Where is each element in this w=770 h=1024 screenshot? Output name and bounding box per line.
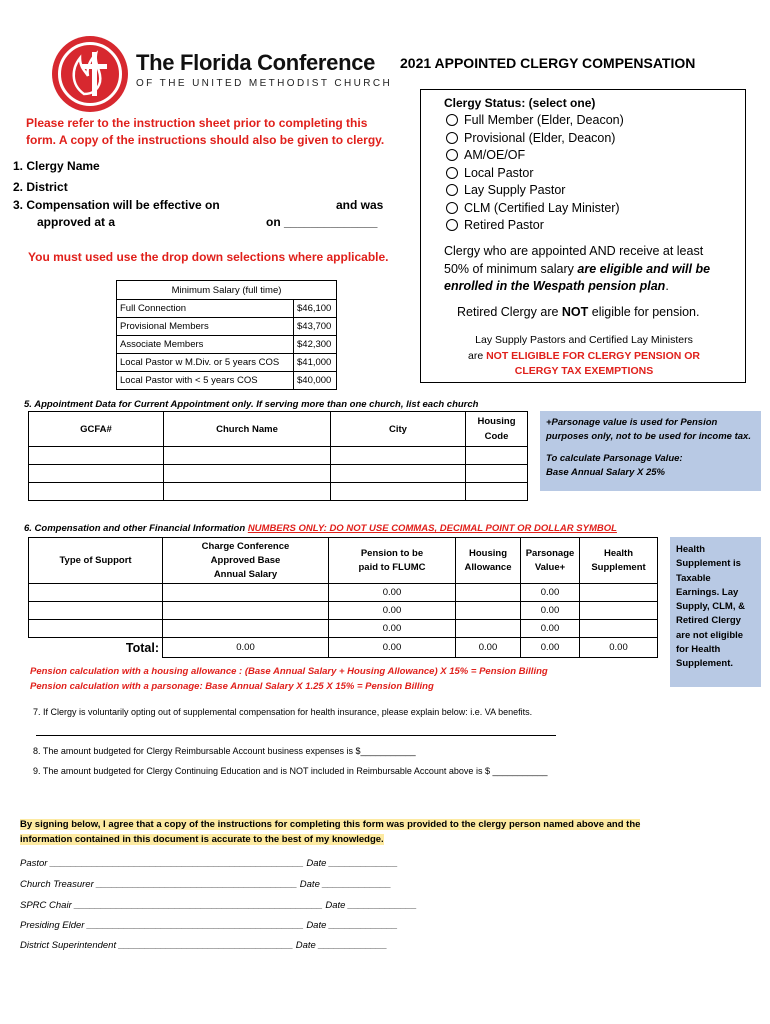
option-label: Full Member (Elder, Deacon) — [464, 113, 624, 127]
table-row — [117, 354, 337, 372]
note-line: Lay Supply Pastors and Certified Lay Ministers — [475, 334, 693, 346]
min-salary-header: Minimum Salary (full time) — [117, 281, 337, 300]
note-emph: are eligible and will be — [577, 261, 711, 276]
status-option-provisional[interactable] — [446, 131, 624, 149]
col-gcfa: GCFA# — [29, 412, 164, 447]
church-input[interactable] — [164, 483, 331, 501]
clergy-name-label: 1. Clergy Name — [13, 159, 100, 173]
salary-label: Local Pastor with < 5 years COS — [117, 372, 294, 390]
note-line — [444, 278, 744, 296]
pension-value: 0.00 — [329, 620, 456, 638]
radio-icon[interactable] — [446, 219, 458, 231]
health-input[interactable] — [580, 584, 658, 602]
salary-label: Full Connection — [117, 300, 294, 318]
col-health-b: Supplement — [591, 561, 646, 573]
compensation-table — [28, 537, 658, 658]
health-input[interactable] — [580, 602, 658, 620]
note-line: Clergy who are appointed AND receive at least — [444, 244, 704, 258]
note-emph: enrolled in the Wespath pension plan — [444, 279, 666, 293]
housing-input[interactable] — [456, 602, 521, 620]
total-parsonage: 0.00 — [521, 638, 580, 658]
compensation-heading — [24, 523, 617, 534]
city-input[interactable] — [331, 447, 466, 465]
table-row — [117, 300, 337, 318]
health-input[interactable] — [580, 620, 658, 638]
question-7-input[interactable] — [36, 735, 556, 736]
total-health: 0.00 — [580, 638, 658, 658]
parsonage-value: 0.00 — [521, 602, 580, 620]
support-type-select[interactable] — [29, 584, 163, 602]
note-text: are — [467, 349, 487, 362]
table-row[interactable] — [29, 584, 658, 602]
question-8[interactable]: 8. The amount budgeted for Clergy Reimbursable Account business expenses is $___________ — [33, 746, 416, 756]
appointment-heading: 5. Appointment Data for Current Appointment only. If serving more than one church, list each church — [24, 399, 479, 410]
radio-icon[interactable] — [446, 184, 458, 196]
pension-calc-parsonage: Pension calculation with a parsonage: Base Annual Salary X 1.25 X 15% = Pension Billing — [30, 681, 434, 692]
col-housing — [456, 538, 521, 584]
salary-value: $40,000 — [294, 372, 337, 390]
salary-input[interactable] — [163, 602, 329, 620]
col-city: City — [331, 412, 466, 447]
statement-line: information contained in this document is accurate to the best of my knowledge. — [20, 834, 384, 845]
radio-icon[interactable] — [446, 167, 458, 179]
table-row[interactable] — [29, 447, 528, 465]
district-label: 2. District — [13, 180, 68, 194]
support-type-select[interactable] — [29, 620, 163, 638]
status-option-lay-supply[interactable] — [446, 183, 624, 201]
pension-eligibility-note — [444, 243, 744, 296]
radio-icon[interactable] — [446, 132, 458, 144]
question-7: 7. If Clergy is voluntarily opting out of supplemental compensation for health insurance, please explain below: i.e. VA benefits. — [33, 707, 533, 717]
pension-value: 0.00 — [329, 602, 456, 620]
col-housing-code — [466, 412, 528, 447]
city-input[interactable] — [331, 465, 466, 483]
lay-supply-note — [428, 333, 740, 380]
statement-line: By signing below, I agree that a copy of the instructions for completing this form was provided to the clergy person named above and the — [20, 819, 641, 830]
status-heading: Clergy Status: (select one) — [444, 96, 596, 110]
note-line — [428, 349, 740, 365]
option-label: AM/OE/OF — [464, 148, 526, 162]
dropdown-note: You must used use the drop down selections where applicable. — [28, 250, 389, 264]
option-label: Provisional (Elder, Deacon) — [464, 130, 616, 145]
note-text: 50% of minimum salary — [444, 261, 578, 276]
housing-code-select[interactable] — [466, 483, 528, 501]
note-text: eligible for pension. — [588, 305, 700, 319]
col-housing-code-b: Code — [484, 431, 509, 442]
and-was-label: and was — [336, 198, 384, 212]
parsonage-calc-b: Base Annual Salary X 25% — [546, 467, 665, 478]
status-option-full-member[interactable] — [446, 113, 624, 131]
approved-at-label: approved at a — [37, 215, 116, 229]
radio-icon[interactable] — [446, 114, 458, 126]
col-housing-b: Allowance — [464, 561, 512, 573]
table-row — [117, 318, 337, 336]
table-row[interactable] — [29, 465, 528, 483]
col-salary — [163, 538, 329, 584]
appointment-table — [28, 411, 528, 501]
org-name: The Florida Conference — [136, 50, 376, 75]
col-housing-a: Housing — [469, 547, 507, 559]
col-housing-code-a: Housing — [477, 416, 516, 427]
effective-date-label: 3. Compensation will be effective on — [13, 198, 220, 212]
church-input[interactable] — [164, 447, 331, 465]
housing-input[interactable] — [456, 620, 521, 638]
minimum-salary-table — [116, 280, 337, 390]
parsonage-value: 0.00 — [521, 584, 580, 602]
gcfa-input[interactable] — [29, 447, 164, 465]
housing-code-select[interactable] — [466, 447, 528, 465]
gcfa-input[interactable] — [29, 465, 164, 483]
signature-statement — [20, 817, 640, 847]
note-emph: NOT — [561, 305, 589, 319]
pastor-signature-line[interactable]: Pastor ________________________________________________ Date _____________ — [20, 858, 398, 869]
status-option-retired[interactable] — [446, 218, 624, 236]
note-emph: NOT ELIGIBLE FOR CLERGY PENSION OR — [486, 349, 700, 362]
instruction-line-2: form. A copy of the instructions should also be given to clergy. — [26, 133, 385, 147]
option-label: Local Pastor — [464, 165, 534, 180]
radio-icon[interactable] — [446, 149, 458, 161]
total-housing: 0.00 — [456, 638, 521, 658]
cross-and-flame-icon — [62, 46, 118, 102]
treasurer-signature-line[interactable]: Church Treasurer ______________________________________ Date _____________ — [20, 879, 392, 890]
instruction-line-1: Please refer to the instruction sheet prior to completing this — [26, 116, 368, 130]
salary-input[interactable] — [163, 584, 329, 602]
support-type-select[interactable] — [29, 602, 163, 620]
table-row[interactable] — [29, 602, 658, 620]
col-salary-a: Charge Conference — [201, 540, 290, 552]
table-row — [117, 372, 337, 390]
comp-heading-text: 6. Compensation and other Financial Information — [24, 523, 248, 534]
col-type: Type of Support — [29, 538, 163, 584]
col-pension-a: Pension to be — [360, 547, 424, 559]
table-row[interactable] — [29, 483, 528, 501]
org-subtitle: OF THE UNITED METHODIST CHURCH — [136, 78, 393, 89]
status-option-am-oe-of[interactable] — [446, 148, 624, 166]
col-pension-b: paid to FLUMC — [358, 561, 426, 573]
status-option-local-pastor[interactable] — [446, 166, 624, 184]
parsonage-note-box — [540, 411, 761, 491]
col-parsonage-a: Parsonage — [525, 547, 575, 559]
col-salary-b: Approved Base — [210, 554, 281, 566]
total-label: Total: — [125, 640, 159, 655]
status-options — [446, 113, 624, 236]
salary-value: $41,000 — [294, 354, 337, 372]
col-parsonage-b: Value+ — [534, 561, 566, 573]
total-pension: 0.00 — [329, 638, 456, 658]
option-label: Retired Pastor — [464, 218, 544, 232]
parsonage-calc-a: To calculate Parsonage Value: — [546, 453, 683, 464]
comp-heading-warning: NUMBERS ONLY: DO NOT USE COMMAS, DECIMAL POINT OR DOLLAR SYMBOL — [247, 523, 617, 534]
sprc-chair-signature-line[interactable]: SPRC Chair _______________________________________________ Date _____________ — [20, 900, 417, 911]
radio-icon[interactable] — [446, 202, 458, 214]
question-9[interactable]: 9. The amount budgeted for Clergy Continuing Education and is NOT included in Reimbursable Account above is $ ___________ — [33, 766, 548, 776]
pension-value: 0.00 — [329, 584, 456, 602]
status-option-clm[interactable] — [446, 201, 624, 219]
pension-calc-housing: Pension calculation with a housing allowance : (Base Annual Salary + Housing Allowance) X 15% = Pension Billing — [30, 666, 548, 677]
health-supplement-note: Health Supplement is Taxable Earnings. Lay Supply, CLM, & Retired Clergy are not eligible for Health Supplement. — [670, 537, 761, 687]
salary-label: Provisional Members — [117, 318, 294, 336]
note-text: . — [665, 279, 669, 293]
col-health — [580, 538, 658, 584]
parsonage-note: +Parsonage value is used for Pension purposes only, not to be used for income tax. — [546, 417, 751, 442]
retired-note — [457, 305, 699, 319]
option-label: CLM (Certified Lay Minister) — [464, 200, 620, 215]
note-text: Retired Clergy are — [457, 305, 562, 319]
salary-label: Local Pastor w M.Div. or 5 years COS — [117, 354, 294, 372]
approved-on-field[interactable]: on ______________ — [266, 215, 378, 229]
col-pension — [329, 538, 456, 584]
col-parsonage — [521, 538, 580, 584]
col-health-a: Health — [603, 547, 634, 559]
parsonage-calc — [540, 444, 761, 480]
option-label: Lay Supply Pastor — [464, 183, 566, 197]
note-line — [444, 261, 744, 279]
city-input[interactable] — [331, 483, 466, 501]
total-row — [29, 638, 658, 658]
salary-value: $43,700 — [294, 318, 337, 336]
church-input[interactable] — [164, 465, 331, 483]
total-salary: 0.00 — [163, 638, 329, 658]
parsonage-value: 0.00 — [521, 620, 580, 638]
note-line: CLERGY TAX EXEMPTIONS — [514, 365, 654, 377]
col-church-name: Church Name — [164, 412, 331, 447]
salary-value: $42,300 — [294, 336, 337, 354]
table-row[interactable] — [29, 620, 658, 638]
col-salary-c: Annual Salary — [213, 568, 278, 580]
housing-input[interactable] — [456, 584, 521, 602]
table-row — [117, 336, 337, 354]
salary-value: $46,100 — [294, 300, 337, 318]
salary-label: Associate Members — [117, 336, 294, 354]
housing-code-select[interactable] — [466, 465, 528, 483]
presiding-elder-signature-line[interactable]: Presiding Elder _________________________________________ Date _____________ — [20, 920, 398, 931]
form-title: 2021 APPOINTED CLERGY COMPENSATION — [400, 55, 696, 71]
district-superintendent-signature-line[interactable]: District Superintendent _________________________________ Date _____________ — [20, 940, 388, 951]
gcfa-input[interactable] — [29, 483, 164, 501]
salary-input[interactable] — [163, 620, 329, 638]
